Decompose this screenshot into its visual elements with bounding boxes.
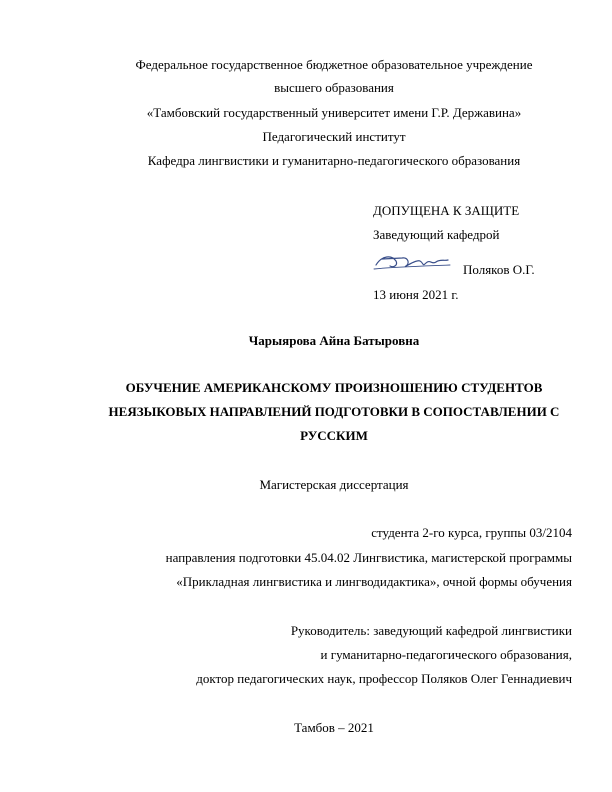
supervisor-line-3: доктор педагогических наук, профессор Поляков Олег Геннадиевич (196, 671, 572, 686)
city-year: Тамбов – 2021 (294, 720, 374, 735)
thesis-title-line-2: НЕЯЗЫКОВЫХ НАПРАВЛЕНИЙ ПОДГОТОВКИ В СОПОСТАВЛЕНИИ С (108, 404, 560, 419)
handwritten-signature (372, 251, 452, 273)
approval-date: 13 июня 2021 г. (373, 287, 459, 302)
author-name: Чарыярова Айна Батыровна (248, 333, 420, 348)
thesis-title-line-3: РУССКИМ (300, 428, 368, 443)
approval-role: Заведующий кафедрой (373, 227, 500, 242)
university-name: «Тамбовский государственный университет имени Г.Р. Державина» (146, 105, 522, 120)
thesis-title-line-1: ОБУЧЕНИЕ АМЕРИКАНСКОМУ ПРОИЗНОШЕНИЮ СТУДЕНТОВ (125, 380, 543, 395)
department-name: Кафедра лингвистики и гуманитарно-педагогического образования (147, 153, 521, 168)
work-type: Магистерская диссертация (259, 477, 409, 492)
student-info-line-2: направления подготовки 45.04.02 Лингвистика, магистерской программы (165, 550, 572, 565)
institution-line-2: высшего образования (274, 80, 394, 95)
approval-status: ДОПУЩЕНА К ЗАЩИТЕ (373, 203, 520, 218)
supervisor-line-1: Руководитель: заведующий кафедрой лингвистики (290, 623, 572, 638)
institute-name: Педагогический институт (262, 129, 406, 144)
supervisor-line-2: и гуманитарно-педагогического образования, (320, 647, 572, 662)
approver-name: Поляков О.Г. (463, 262, 535, 277)
institution-line-1: Федеральное государственное бюджетное образовательное учреждение (135, 57, 533, 72)
student-info-line-3: «Прикладная лингвистика и лингводидактика», очной формы обучения (176, 574, 572, 589)
student-info-line-1: студента 2-го курса, группы 03/2104 (371, 525, 572, 540)
